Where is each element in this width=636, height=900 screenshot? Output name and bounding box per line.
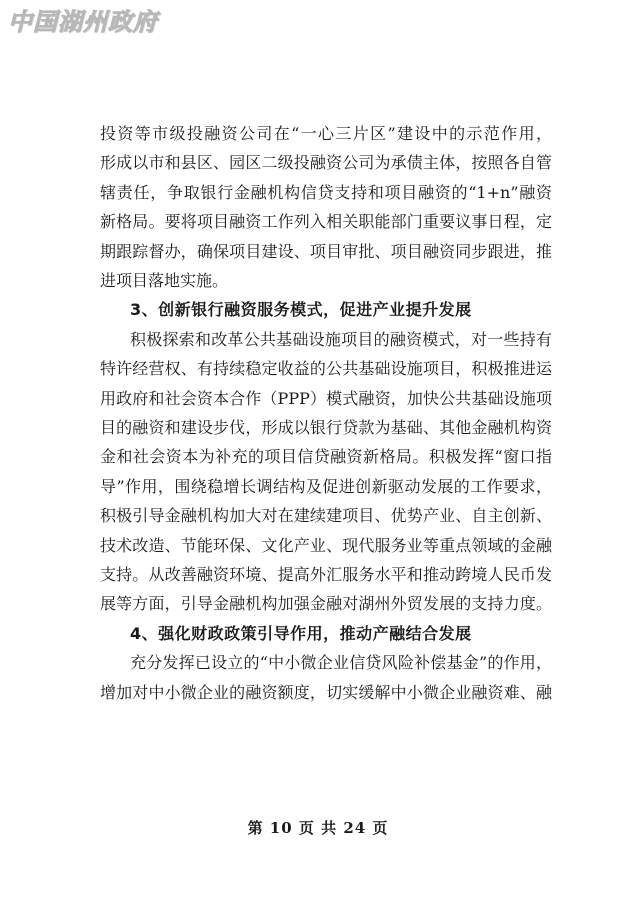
body-line: 导”作用，围绕稳增长调结构及促进创新驱动发展的工作要求，: [100, 477, 552, 496]
section-heading-4: 4、强化财政政策引导作用，推动产融结合发展: [130, 624, 472, 643]
body-line: 投资等市级投融资公司在“一心三片区”建设中的示范作用，: [100, 124, 552, 143]
body-line: 进项目落地实施。: [100, 271, 229, 290]
body-line: 辖责任，争取银行金融机构信贷支持和项目融资的“1+n”融资: [100, 183, 552, 202]
body-line: 增加对中小微企业的融资额度，切实缓解中小微企业融资难、融: [100, 683, 552, 702]
body-line: 技术改造、节能环保、文化产业、现代服务业等重点领域的金融: [100, 536, 552, 555]
body-line: 目的融资和建设步伐，形成以银行贷款为基础、其他金融机构资: [100, 418, 552, 437]
body-line: 支持。从改善融资环境、提高外汇服务水平和推动跨境人民币发: [100, 565, 552, 584]
body-line: 形成以市和县区、园区二级投融资公司为承债主体，按照各自管: [100, 153, 552, 172]
body-line: 特许经营权、有持续稳定收益的公共基础设施项目，积极推进运: [100, 359, 552, 378]
body-line: 新格局。要将项目融资工作列入相关职能部门重要议事日程，定: [100, 212, 552, 231]
body-line: 金和社会资本为补充的项目信贷融资新格局。积极发挥“窗口指: [100, 447, 552, 466]
body-line: 积极引导金融机构加大对在建续建项目、优势产业、自主创新、: [100, 506, 552, 525]
body-line: 充分发挥已设立的“中小微企业信贷风险补偿基金”的作用，: [130, 653, 552, 672]
body-line: 用政府和社会资本合作（PPP）模式融资，加快公共基础设施项: [100, 389, 552, 408]
body-line: 展等方面，引导金融机构加强金融对湖州外贸发展的支持力度。: [100, 594, 552, 613]
page-number: 第 10 页 共 24 页: [247, 819, 389, 837]
body-line: 积极探索和改革公共基础设施项目的融资模式，对一些持有: [130, 330, 552, 349]
watermark-logo: 中国湖州政府: [8, 7, 158, 36]
section-heading-3: 3、创新银行融资服务模式，促进产业提升发展: [130, 300, 472, 319]
body-line: 期跟踪督办，确保项目建设、项目审批、项目融资同步跟进，推: [100, 242, 552, 261]
